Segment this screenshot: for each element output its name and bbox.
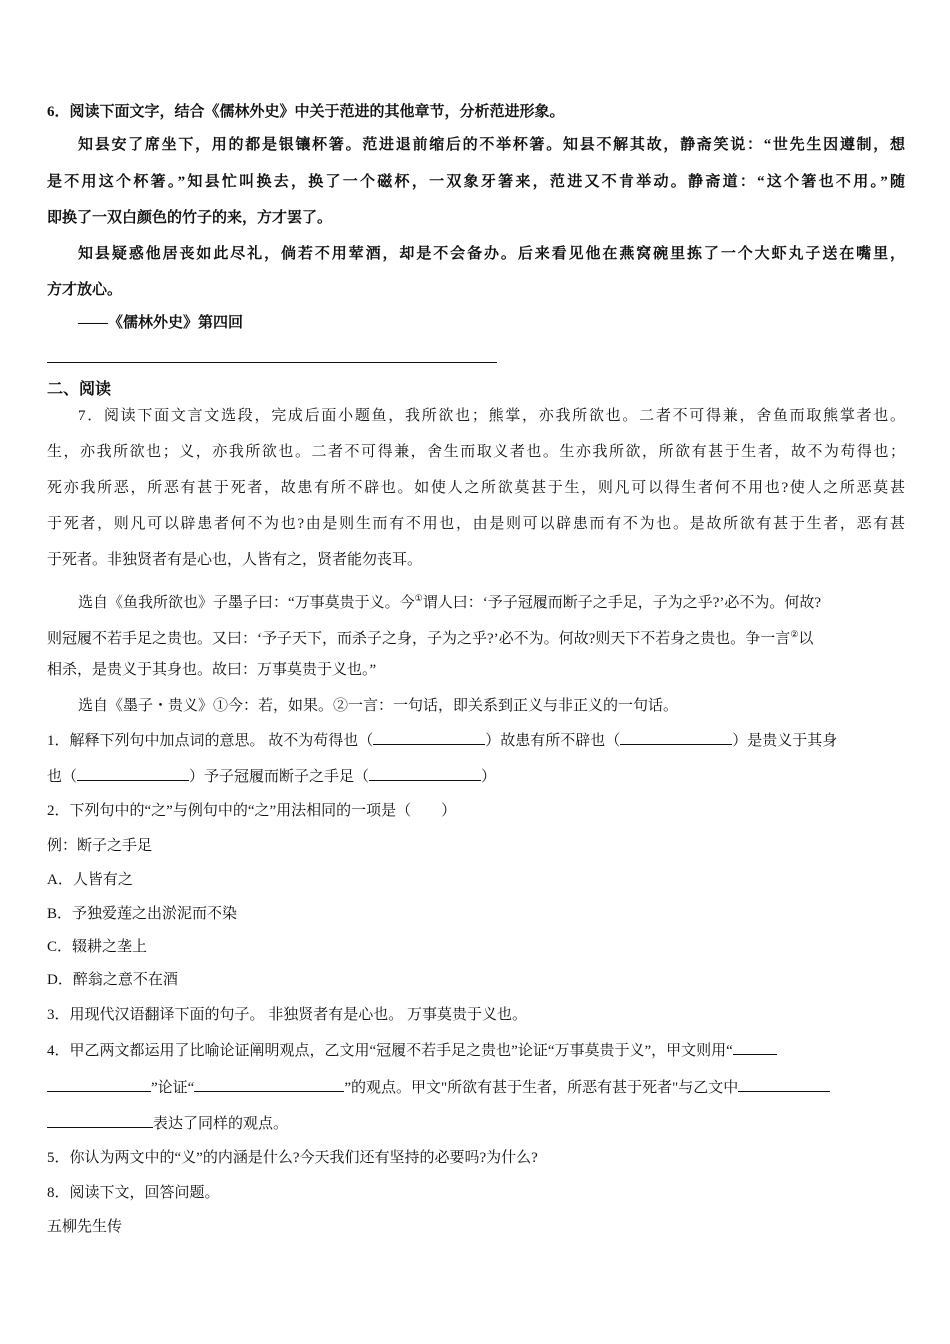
q6-p1-line1: 知县安了席坐下，用的都是银镶杯箸。范进退前缩后的不举杯箸。知县不解其故，静斋笑说：“世先生因遵制，想 bbox=[78, 137, 905, 153]
q-text: ） bbox=[481, 769, 497, 785]
sub-question-3: 3．用现代汉语翻译下面的句子。 非独贤者有是心也。 万事莫贵于义也。 bbox=[47, 1007, 528, 1023]
section-heading: 二、阅读 bbox=[47, 381, 112, 398]
q6-p2-line1: 知县疑惑他居丧如此尽礼，倘若不用荤酒，却是不会备办。后来看见他在燕窝碗里拣了一个大虾丸子送在嘴里， bbox=[78, 246, 905, 262]
sub-question-4-line3 bbox=[47, 1113, 288, 1134]
passage-b-text: 以 bbox=[798, 631, 814, 647]
q7-line3: 死亦我所恶，所恶有甚于死者，故患有所不辟也。如使人之所欲莫甚于生，则凡可以得生者何不用也?使人之所恶莫甚 bbox=[47, 480, 905, 496]
q6-p2-line2: 方才放心。 bbox=[47, 282, 123, 298]
passage-b-line1 bbox=[78, 588, 821, 613]
q6-source: ——《儒林外史》第四回 bbox=[78, 315, 244, 331]
answer-blank[interactable] bbox=[77, 766, 189, 781]
answer-blank[interactable] bbox=[47, 1113, 153, 1128]
passage-b-line2 bbox=[47, 624, 813, 649]
option-d[interactable]: D．醉翁之意不在酒 bbox=[47, 972, 178, 988]
option-a[interactable]: A．人皆有之 bbox=[47, 872, 133, 888]
passage-b-line3: 相杀，是贵义于其身也。故曰：万事莫贵于义也。” bbox=[47, 662, 377, 678]
answer-blank[interactable] bbox=[738, 1077, 830, 1092]
q6-p1-line3: 即换了一双白颜色的竹子的来，方才罢了。 bbox=[47, 210, 333, 226]
answer-blank[interactable] bbox=[47, 1077, 151, 1092]
answer-blank[interactable] bbox=[373, 730, 485, 745]
source-notes: 选自《墨子・贵义》①今：若，如果。②一言：一句话，即关系到正义与非正义的一句话。 bbox=[78, 698, 679, 714]
q7-line5: 于死者。非独贤者有是心也，人皆有之，贤者能勿丧耳。 bbox=[47, 552, 423, 568]
q-text: ”论证“ bbox=[151, 1080, 195, 1096]
passage-b-text: 谓人曰：‘予子冠履而断子之手足，子为之乎?’必不为。何故? bbox=[422, 595, 822, 611]
answer-blank[interactable] bbox=[733, 1040, 777, 1055]
q6-title: 6．阅读下面文字，结合《儒林外史》中关于范进的其他章节，分析范进形象。 bbox=[47, 104, 565, 120]
divider bbox=[47, 362, 497, 363]
q7-line1: 7．阅读下面文言文选段，完成后面小题鱼，我所欲也；熊掌，亦我所欲也。二者不可得兼，舍鱼而取熊掌者也。 bbox=[78, 408, 905, 424]
sub-question-2: 2．下列句中的“之”与例句中的“之”用法相同的一项是（ ） bbox=[47, 803, 457, 819]
q7-line4: 于死者，则凡可以辟患者何不为也?由是则生而有不用也，由是则可以辟患而有不为也。是故所欲有甚于生者，恶有甚 bbox=[47, 516, 905, 532]
answer-blank[interactable] bbox=[369, 766, 481, 781]
sub-question-1-line2 bbox=[47, 766, 496, 787]
sub-question-4-line1 bbox=[47, 1040, 777, 1061]
q-text: 也（ bbox=[47, 769, 78, 785]
q6-p1-line2: 是不用这个杯箸。”知县忙叫换去，换了一个磁杯，一双象牙箸来，范进又不肯举动。静斋道：“这个箸也不用。”随 bbox=[47, 174, 905, 190]
q8-subtitle: 五柳先生传 bbox=[47, 1219, 123, 1235]
q-text: ）故患有所不辟也（ bbox=[485, 733, 621, 749]
passage-b-text: 则冠履不若手足之贵也。又曰：‘予子天下，而杀子之身，子为之乎?’必不为。何故?则天下不若身之贵也。争一言 bbox=[47, 631, 791, 647]
passage-b-text: 选自《鱼我所欲也》子墨子曰：“万事莫贵于义。今 bbox=[78, 595, 415, 611]
answer-blank[interactable] bbox=[194, 1077, 344, 1092]
option-c[interactable]: C．辍耕之垄上 bbox=[47, 939, 148, 955]
sub-question-1-line1 bbox=[47, 730, 837, 751]
q-text: ）予子冠履而断子之手足（ bbox=[189, 769, 370, 785]
sub-question-4-line2 bbox=[47, 1077, 830, 1098]
q-text: ”的观点。甲文"所欲有甚于生者，所恶有甚于死者"与乙文中 bbox=[344, 1080, 739, 1096]
footnote-marker: ② bbox=[790, 629, 799, 639]
q-text: 4．甲乙两文都运用了比喻论证阐明观点，乙文用“冠履不若手足之贵也”论证“万事莫贵于义”，甲文则用“ bbox=[47, 1043, 733, 1059]
q7-line2: 生，亦我所欲也；义，亦我所欲也。二者不可得兼，舍生而取义者也。生亦我所欲，所欲有甚于生者，故不为苟得也； bbox=[47, 444, 905, 460]
sub-question-5: 5．你认为两文中的“义”的内涵是什么?今天我们还有坚持的必要吗?为什么? bbox=[47, 1150, 538, 1166]
answer-blank[interactable] bbox=[620, 730, 732, 745]
q-text: 表达了同样的观点。 bbox=[153, 1116, 289, 1132]
example: 例：断子之手足 bbox=[47, 838, 153, 854]
q8-title: 8．阅读下文，回答问题。 bbox=[47, 1185, 220, 1201]
footnote-marker: ① bbox=[414, 593, 423, 603]
q-text: ）是贵义于其身 bbox=[732, 733, 838, 749]
q-text: 1．解释下列句中加点词的意思。 故不为苟得也（ bbox=[47, 733, 374, 749]
option-b[interactable]: B．予独爱莲之出淤泥而不染 bbox=[47, 906, 238, 922]
